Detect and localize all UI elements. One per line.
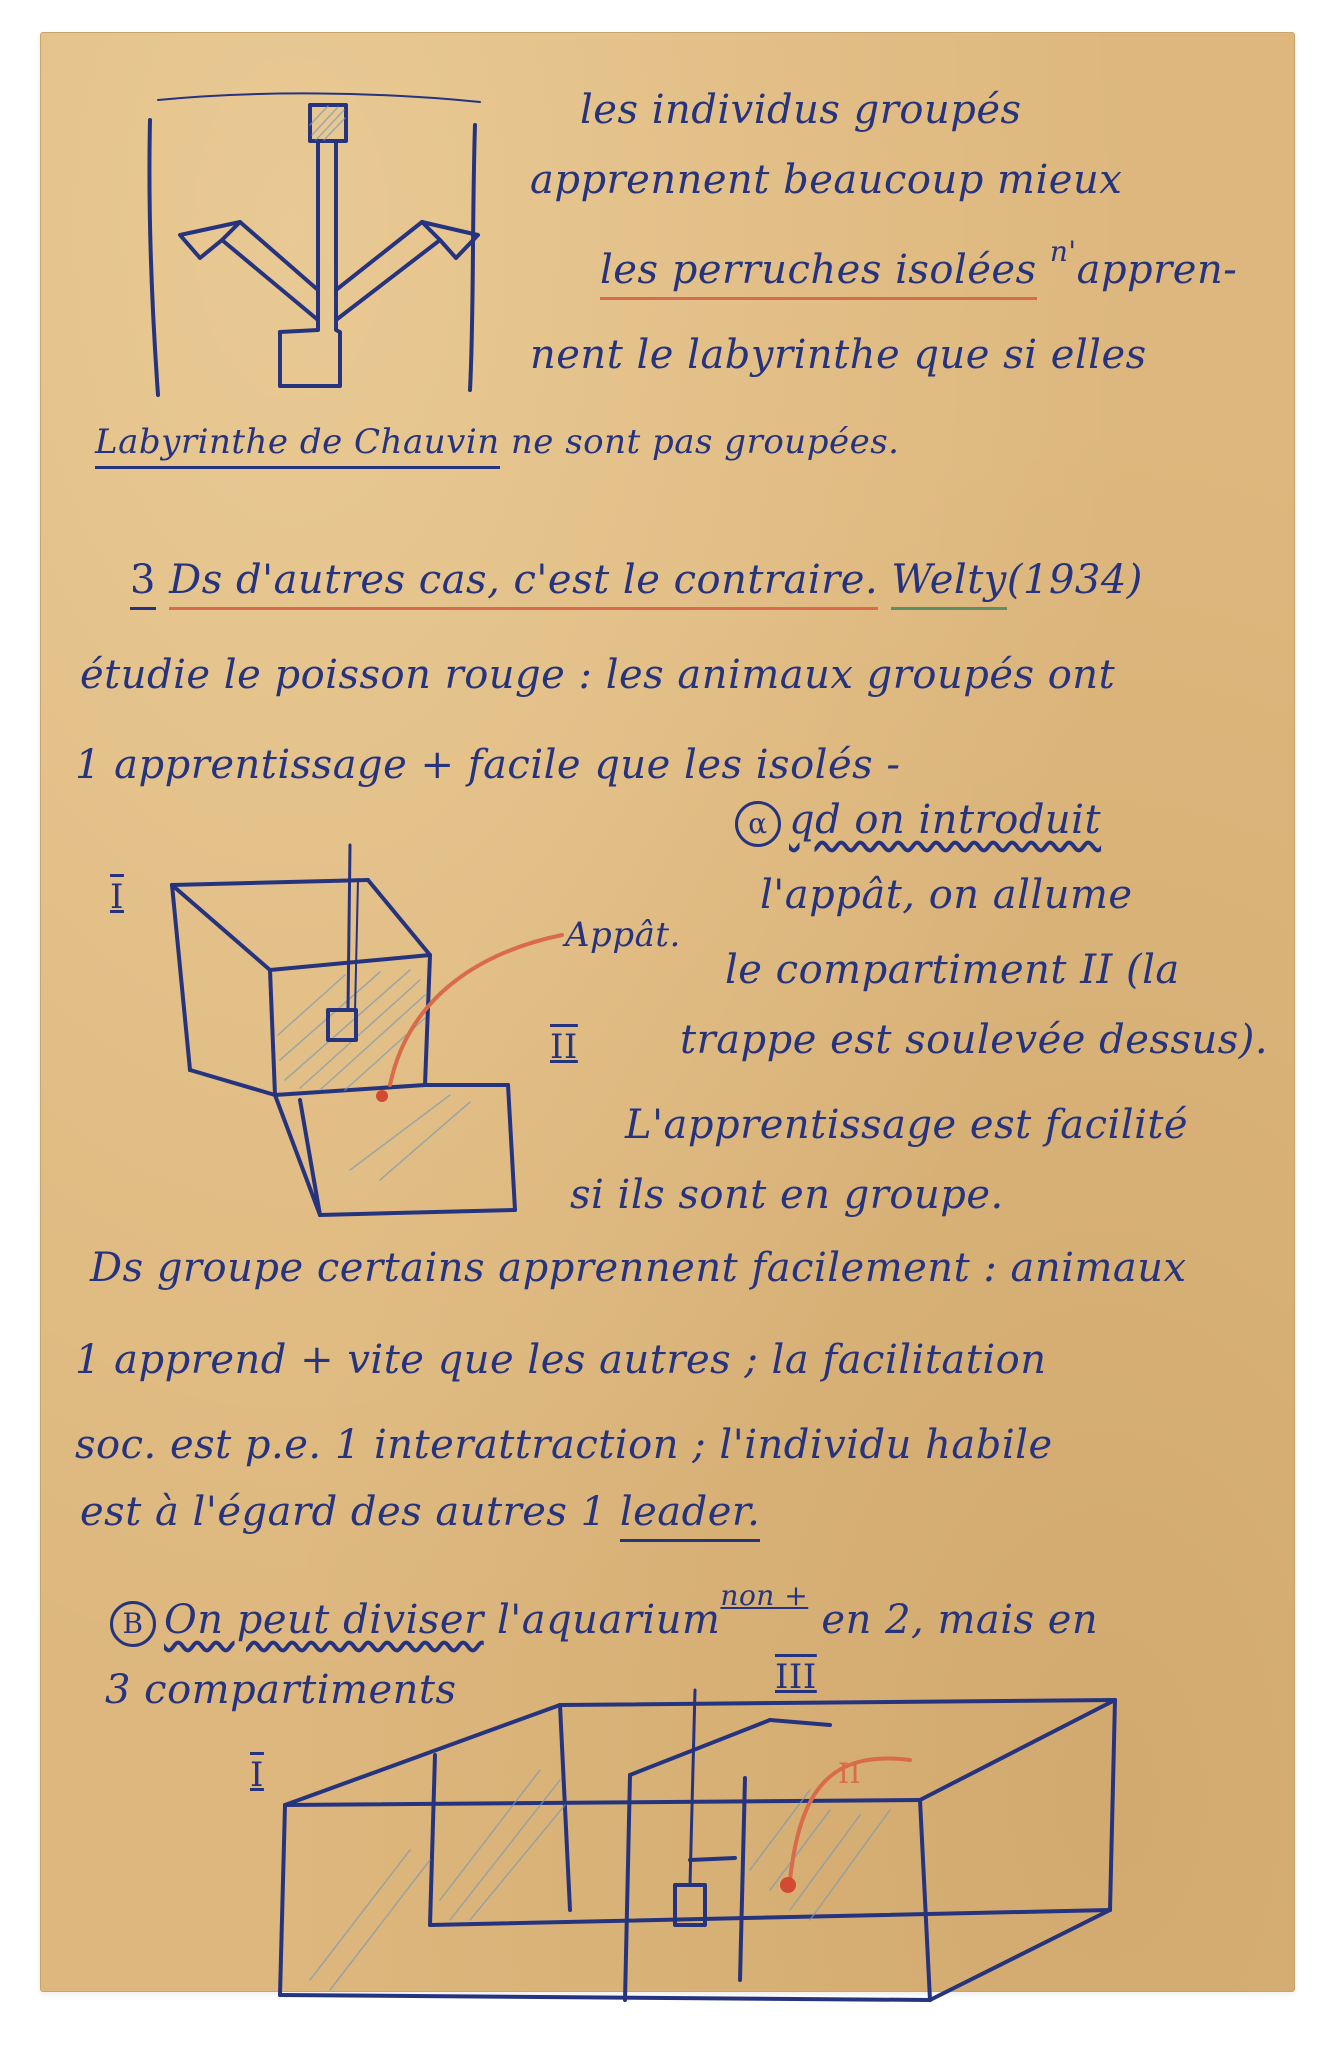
alpha-line-5: L'apprentissage est facilité xyxy=(625,1102,1189,1148)
fig1-label-II: II xyxy=(550,1027,578,1067)
alpha-line-3: le compartiment II (la xyxy=(725,947,1180,993)
fig2-label-II: II xyxy=(838,1757,862,1790)
aquarium-word: l'aquarium xyxy=(496,1597,721,1643)
beta-marker: B xyxy=(110,1601,156,1647)
alpha-line-4: trappe est soulevée dessus). xyxy=(680,1017,1269,1063)
leader-word: leader. xyxy=(620,1489,761,1542)
note-line-5 xyxy=(95,422,900,462)
section-3-line-3: 1 apprentissage + facile que les isolés - xyxy=(75,742,901,788)
labyrinth-caption: Labyrinthe de Chauvin xyxy=(95,422,500,469)
fig1-label-I: I xyxy=(110,877,124,917)
beta-line-1-rest: en 2, mais en xyxy=(821,1597,1099,1643)
author-year: (1934) xyxy=(1006,557,1143,603)
para-line-1: Ds groupe certains apprennent facilement : animaux xyxy=(90,1245,1187,1291)
appren-word: appren- xyxy=(1076,247,1238,293)
alpha-line-1 xyxy=(735,797,1102,847)
note-line-2: apprennent beaucoup mieux xyxy=(530,157,1123,203)
note-line-4: nent le labyrinthe que si elles xyxy=(530,332,1147,378)
note-line-5-rest: ne sont pas groupées. xyxy=(510,422,900,462)
perruches-phrase: les perruches isolées xyxy=(600,247,1037,300)
beta-phrase: On peut diviser xyxy=(164,1597,484,1643)
para-line-4-text: est à l'égard des autres 1 xyxy=(80,1489,607,1535)
alpha-line-2: l'appât, on allume xyxy=(760,872,1133,918)
section-3-intro: Ds d'autres cas, c'est le contraire. xyxy=(169,557,878,610)
beta-line-1 xyxy=(110,1579,1099,1647)
para-line-4 xyxy=(80,1489,761,1535)
fig2-label-III: III xyxy=(775,1657,817,1697)
alpha-marker: α xyxy=(735,801,781,847)
section-3-heading xyxy=(130,557,1143,603)
alpha-phrase: qd on introduit xyxy=(789,797,1102,843)
beta-line-2: 3 compartiments xyxy=(105,1667,457,1713)
note-line-3 xyxy=(600,235,1238,293)
fig1-appat-label: Appât. xyxy=(565,915,681,955)
aquarium-sketch-1 xyxy=(150,840,570,1230)
alpha-line-6: si ils sont en groupe. xyxy=(570,1172,1004,1218)
fig2-label-I: I xyxy=(250,1755,264,1795)
non-plus-insert: non + xyxy=(720,1579,809,1612)
note-line-1: les individus groupés xyxy=(580,87,1022,133)
author-name: Welty xyxy=(891,557,1007,610)
section-3-line-2: étudie le poisson rouge : les animaux groupés ont xyxy=(80,652,1116,698)
ne-insert: n' xyxy=(1049,235,1077,268)
aquarium-sketch-3-compartments xyxy=(270,1680,1120,2010)
para-line-3: soc. est p.e. 1 interattraction ; l'individu habile xyxy=(75,1422,1053,1468)
section-number: 3 xyxy=(130,557,156,610)
labyrinth-sketch xyxy=(140,90,500,410)
para-line-2: 1 apprend + vite que les autres ; la facilitation xyxy=(75,1337,1047,1383)
